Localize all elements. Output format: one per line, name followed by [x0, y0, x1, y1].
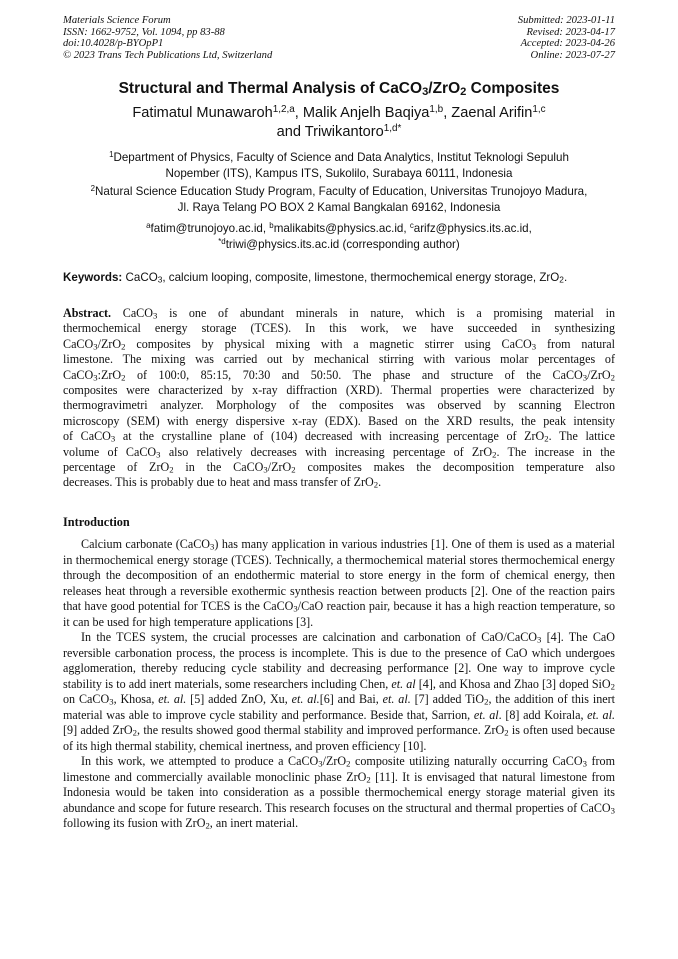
- author-3: Zaenal Arifin: [451, 105, 533, 121]
- author-list: Fatimatul Munawaroh$^{1,2,a}$, Malik Anjelh Baqiya$^{1,b}$, Zaenal Arifin$^{1,c}$ and Triwikantoro$^{1,d*}$: [132, 104, 546, 140]
- journal-issn: ISSN: 1662-9752, Vol. 1094, pp 83-88: [63, 26, 225, 38]
- email-b: malikabits@physics.ac.id,: [273, 222, 410, 235]
- date-accepted: Accepted: 2023-04-26: [520, 38, 615, 50]
- intro-paragraph-1: Calcium carbonate (CaCO$_3$) has many application in various industries [1]. One of them is used as a material in thermochemical energy storage (TCES). Technically, a thermochemical material stores thermochemical energy through the decomposition of an endothermic material to store energy in the form of chemical energy, then releases heat through a reversible exothermic synthesis reaction between products [2]. One of the reaction pairs that have good potential for TCES is the CaCO$_3$/CaO reaction pair, because it has a high reaction temperature, so it can be used for high temperature applications [3].: [63, 537, 615, 629]
- section-heading-introduction: Introduction: [63, 515, 130, 529]
- publication-dates: [518, 15, 615, 61]
- intro-paragraph-3: In this work, we attempted to produce a CaCO$_3$/ZrO$_2$ composite utilizing naturally occurring CaCO$_3$ from limestone and commercially available monoclinic phase ZrO$_2$ [11]. It is envisaged that natural limestone from Indonesia would be taken into consideration as a possible thermochemical energy storage material given its abundance and scope for future research. This research focuses on the structural and thermal properties of CaCO$_3$ following its fusion with ZrO$_2$, an inert material.: [63, 754, 615, 831]
- journal-doi: doi:10.4028/p-BYOpP1: [63, 38, 164, 50]
- affiliation-1: $^1$Department of Physics, Faculty of Science and Data Analytics, Institut Teknologi Sepuluh Nopember (ITS), Kampus ITS, Sukolilo, Surabaya 60111, Indonesia: [109, 150, 569, 180]
- journal-name: Materials Science Forum: [63, 15, 171, 26]
- affiliation-2: $^2$Natural Science Education Study Program, Faculty of Education, Universitas Trunojoyo Madura, Jl. Raya Telang PO BOX 2 Kamal Bangkalan 69162, Indonesia: [90, 184, 588, 214]
- keywords: Keywords: CaCO$_3$, calcium looping, composite, limestone, thermochemical energy storage, ZrO$_2$.: [63, 271, 568, 285]
- author-emails: $^a$fatim@trunojoyo.ac.id, $^b$malikabits@physics.ac.id, $^c$arifz@physics.its.ac.id, $^{*d}$triwi@physics.its.ac.id (corresponding author): [146, 221, 532, 251]
- date-online: Online: 2023-07-27: [530, 49, 615, 61]
- introduction-body: [63, 537, 615, 832]
- abstract: Abstract. CaCO$_3$ is one of abundant minerals in nature, which is a promising material in thermochemical energy storage (TCES). In this work, we have succeeded in synthesizing CaCO$_3$/ZrO$_2$ composites by physical mixing with a magnetic stirrer using CaCO$_3$ from natural limestone. The mixing was carried out by mechanical stirring with various molar percentages of CaCO$_3$:ZrO$_2$ of 100:0, 85:15, 70:30 and 50:50. The phase and structure of the CaCO$_3$/ZrO$_2$ composites were characterized by x-ray diffraction (XRD). Thermal properties were characterized by thermogravimetri analyzer. Morphology of the composites was observed by scanning Electron microscopy (SEM) with energy dispersive x-ray (EDX). Based on the XRD results, the peak intensity of CaCO$_3$ at the crystalline plane of (104) decreased with increasing percentage of ZrO$_2$. The lattice volume of CaCO$_3$ also relatively decreases with increasing percentage of ZrO$_2$. The increase in the percentage of ZrO$_2$ in the CaCO$_3$/ZrO$_2$ composites makes the decomposition temperature also decreases. This is probably due to heat and mass transfer of ZrO$_2$.: [63, 306, 616, 491]
- author-2: Malik Anjelh Baqiya: [302, 105, 430, 121]
- email-c: arifz@physics.its.ac.id,: [413, 222, 532, 235]
- abstract-label: Abstract.: [63, 306, 112, 320]
- date-submitted: Submitted: 2023-01-11: [517, 15, 615, 26]
- date-revised: Revised: 2023-04-17: [526, 26, 615, 38]
- email-d: triwi@physics.its.ac.id (corresponding author): [225, 237, 460, 251]
- keywords-label: Keywords:: [63, 271, 123, 284]
- author-1: Fatimatul Munawaroh: [132, 105, 273, 121]
- journal-copyright: © 2023 Trans Tech Publications Ltd, Switzerland: [63, 49, 273, 61]
- paper-title: Structural and Thermal Analysis of CaCO$_3$/ZrO$_2$ Composites: [118, 80, 560, 99]
- author-4: and Triwikantoro: [276, 124, 384, 140]
- intro-paragraph-2: In the TCES system, the crucial processes are calcination and carbonation of CaO/CaCO$_3$ [4]. The CaO reversible carbonation process, the process is incomplete. This is due to the presence of CaO which undergoes agglomeration, thereby reducing cycle stability and decreasing performance [2]. One way to improve cycle stability is to add inert materials, some researchers including Chen, et. al [4], and Khosa and Zhao [3] doped SiO$_2$ on CaCO$_3$, Khosa, et. al. [5] added ZnO, Xu, et. al.[6] and Bai, et. al. [7] added TiO$_2$, the addition of this inert material was able to improve cycle stability and performance. Beside that, Sarrion, et. al. [8] add Koirala, et. al. [9] added ZrO$_2$, the results showed good thermal stability and improved performance. ZrO$_2$ is often used because of its high thermal stability, chemical inertness, and proven efficiency [10].: [63, 630, 616, 753]
- email-a: fatim@trunojoyo.ac.id,: [150, 222, 270, 235]
- journal-info: [63, 15, 272, 61]
